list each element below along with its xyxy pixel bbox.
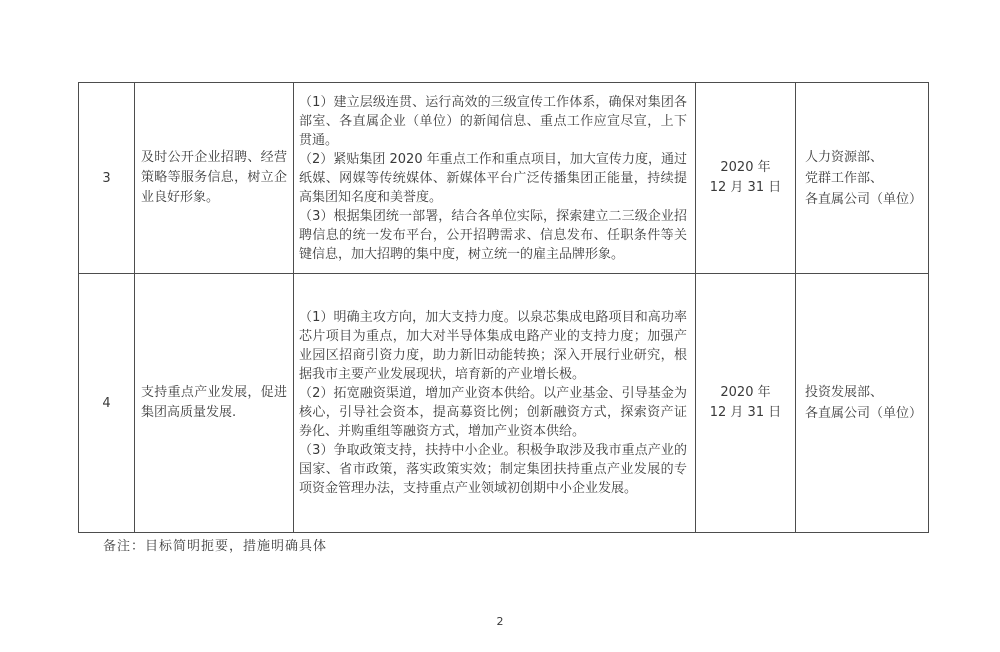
deadline-year: 2020 年 [720,160,771,175]
measure-item-3: （3）争取政策支持，扶持中小企业。积极争取涉及我市重点产业的国家、省市政策，落实政策实效；制定集团扶持重点产业发展的专项资金管理办法，支持重点产业领域初创期中小企业发展。 [299,443,687,496]
department-line: 人力资源部、 [805,149,884,165]
deadline-cell [696,83,796,274]
measure-item-1: （1）明确主攻方向，加大支持力度。以泉芯集成电路项目和高功率芯片项目为重点，加大对半导体集成电路产业的支持力度；加强产业园区招商引资力度，助力新旧动能转换；深入开展行业研究，根据我市主要产业发展现状，培育新的产业增长极。 [299,310,687,382]
row-number-cell: 3 [79,83,135,274]
work-plan-table [78,82,929,533]
table-row-4 [79,274,929,533]
page-number: 2 [496,615,504,628]
deadline-day: 12 月 31 日 [709,405,782,420]
row-number-cell: 4 [79,274,135,533]
deadline-day: 12 月 31 日 [709,180,782,195]
department-cell [796,83,929,274]
department-line: 各直属公司（单位） [805,406,923,421]
goal-cell: 及时公开企业招聘、经营策略等服务信息，树立企业良好形象。 [135,83,294,274]
measure-item-1: （1）建立层级连贯、运行高效的三级宣传工作体系，确保对集团各部室、各直属企业（单位）的新闻信息、重点工作应宣尽宣，上下贯通。 [299,94,687,148]
department-cell [796,274,929,533]
goal-cell: 支持重点产业发展，促进集团高质量发展. [135,274,294,533]
measure-item-2: （2）拓宽融资渠道，增加产业资本供给。以产业基金、引导基金为核心，引导社会资本，提高募资比例；创新融资方式，探索资产证券化、并购重组等融资方式，增加产业资本供给。 [299,386,687,439]
department-line: 投资发展部、 [805,385,884,400]
deadline-year: 2020 年 [720,385,771,400]
measures-cell [294,83,696,274]
measures-cell [294,274,696,533]
department-line: 党群工作部、 [805,170,884,186]
remark-note: 备注：目标简明扼要，措施明确具体 [103,539,328,554]
department-line: 各直属公司（单位） [805,191,923,207]
measure-item-3: （3）根据集团统一部署，结合各单位实际，探索建立二三级企业招聘信息的统一发布平台，公开招聘需求、信息发布、任职条件等关键信息，加大招聘的集中度，树立统一的雇主品牌形象。 [299,208,687,262]
measure-item-2: （2）紧贴集团 2020 年重点工作和重点项目，加大宣传力度，通过纸媒、网媒等传统媒体、新媒体平台广泛传播集团正能量，持续提高集团知名度和美誉度。 [299,151,687,205]
table-row-3 [79,83,929,274]
deadline-cell [696,274,796,533]
